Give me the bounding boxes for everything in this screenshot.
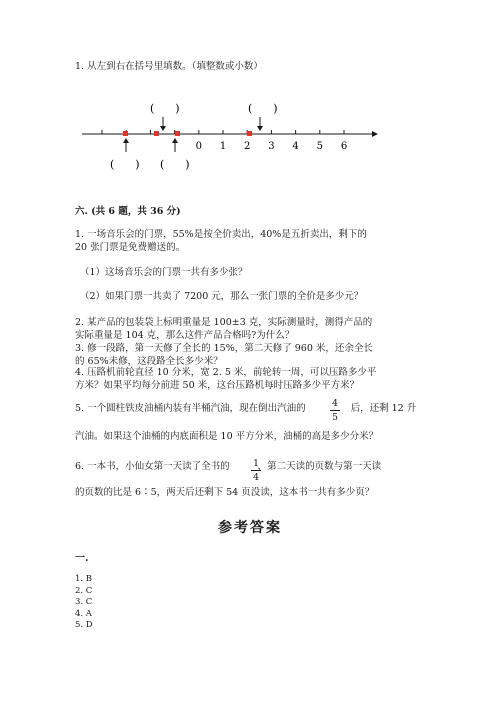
marker-point-4 — [247, 131, 252, 136]
fraction-numerator: 4 — [331, 398, 339, 409]
problem-5-text-end: 后，还剩 12 升 — [350, 403, 417, 414]
marker-point-1 — [123, 131, 128, 136]
answer-item: 5. D — [75, 620, 93, 631]
up-arrow-1-head — [123, 138, 129, 143]
tick-label: 0 — [195, 141, 202, 152]
tick-marks — [102, 130, 344, 134]
answer-item: 1. B — [75, 574, 93, 584]
fraction-four-fifths — [330, 398, 340, 423]
answer-item: 3. C — [75, 597, 93, 608]
problem-5-text-start: 5. 一个圆柱铁皮油桶内装有半桶汽油，现在倒出汽油的 — [75, 403, 306, 414]
problem-3: 3. 修一段路，第一天修了全长的 15%，第二天修了 960 米，还余全长的 65%未修，这段路全长多少米？ — [75, 343, 373, 367]
answer-bracket-bottom-2: ( ) — [160, 158, 190, 171]
fraction-one-quarter — [251, 458, 261, 483]
down-arrow-1-head — [160, 126, 166, 131]
problem-1-part-1: （1）这场音乐会的门票一共有多少张？ — [80, 267, 248, 278]
tick-label: 6 — [340, 141, 348, 152]
problem-2: 2. 某产品的包装袋上标明重量是 100±3 克，实际测量时，测得产品的实际重量是 104 克，那么这件产品合格吗?为什么？ — [75, 317, 373, 341]
problem-1-part-2: （2）如果门票一共卖了 7200 元，那么一张门票的全价是多少元？ — [80, 291, 364, 302]
answer-bracket-bottom-1: ( ) — [110, 158, 140, 171]
answer-list — [75, 574, 93, 632]
up-arrow-2-head — [172, 138, 178, 143]
problem-5-line-2: 汽油。如果这个油桶的内底面积是 10 平方分米，油桶的高是多少分米？ — [75, 431, 379, 442]
tick-label: 2 — [244, 141, 251, 152]
fraction-denominator: 4 — [252, 472, 260, 483]
marker-point-3 — [175, 131, 180, 136]
problem-6-line-1 — [75, 460, 381, 473]
answer-item: 4. A — [75, 608, 92, 619]
problem-6-text-start: 6. 一本书，小仙女第一天读了全书的 — [75, 461, 230, 472]
section-6-heading: 六. (共 6 题，共 36 分) — [75, 206, 181, 217]
problem-4: 4. 压路机前轮直径 10 分米，宽 2. 5 米，前轮转一周，可以压路多少平方米？如果平均每分前进 50 米，这台压路机每时压路多少平方米？ — [75, 367, 377, 391]
marker-point-2 — [154, 131, 159, 136]
arrow-head — [372, 131, 378, 137]
problem-6-text-end: ，第二天读的页数与第一天读 — [257, 461, 382, 472]
answer-section-heading: 一. — [75, 553, 89, 564]
fraction-denominator: 5 — [331, 412, 339, 423]
tick-label: 5 — [316, 141, 323, 152]
answer-key-title: 参考答案 — [218, 520, 282, 536]
problem-6-line-2: 的页数的比是 6∶5，两天后还剩下 54 页没读，这本书一共有多少页？ — [75, 487, 375, 498]
question-1-instruction: 1. 从左到右在括号里填数。（填整数或小数） — [75, 61, 263, 72]
tick-label: 4 — [292, 141, 299, 152]
down-arrow-2-head — [257, 126, 263, 131]
tick-label: 3 — [268, 141, 275, 152]
tick-label: 1 — [219, 141, 227, 152]
answer-item: 2. C — [75, 585, 93, 596]
fraction-bar — [251, 470, 261, 471]
answer-bracket-top-1: ( ) — [150, 102, 180, 115]
number-line-figure — [70, 98, 380, 178]
fraction-numerator: 1 — [252, 458, 260, 469]
tick-labels — [196, 141, 348, 152]
answer-bracket-top-2: ( ) — [248, 102, 278, 115]
fraction-bar — [330, 410, 340, 411]
problem-1: 1. 一场音乐会的门票，55%是按全价卖出，40%是五折卖出，剩下的 20 张门票是免费赠送的。 — [75, 229, 367, 253]
problem-5-line-1 — [75, 402, 416, 415]
